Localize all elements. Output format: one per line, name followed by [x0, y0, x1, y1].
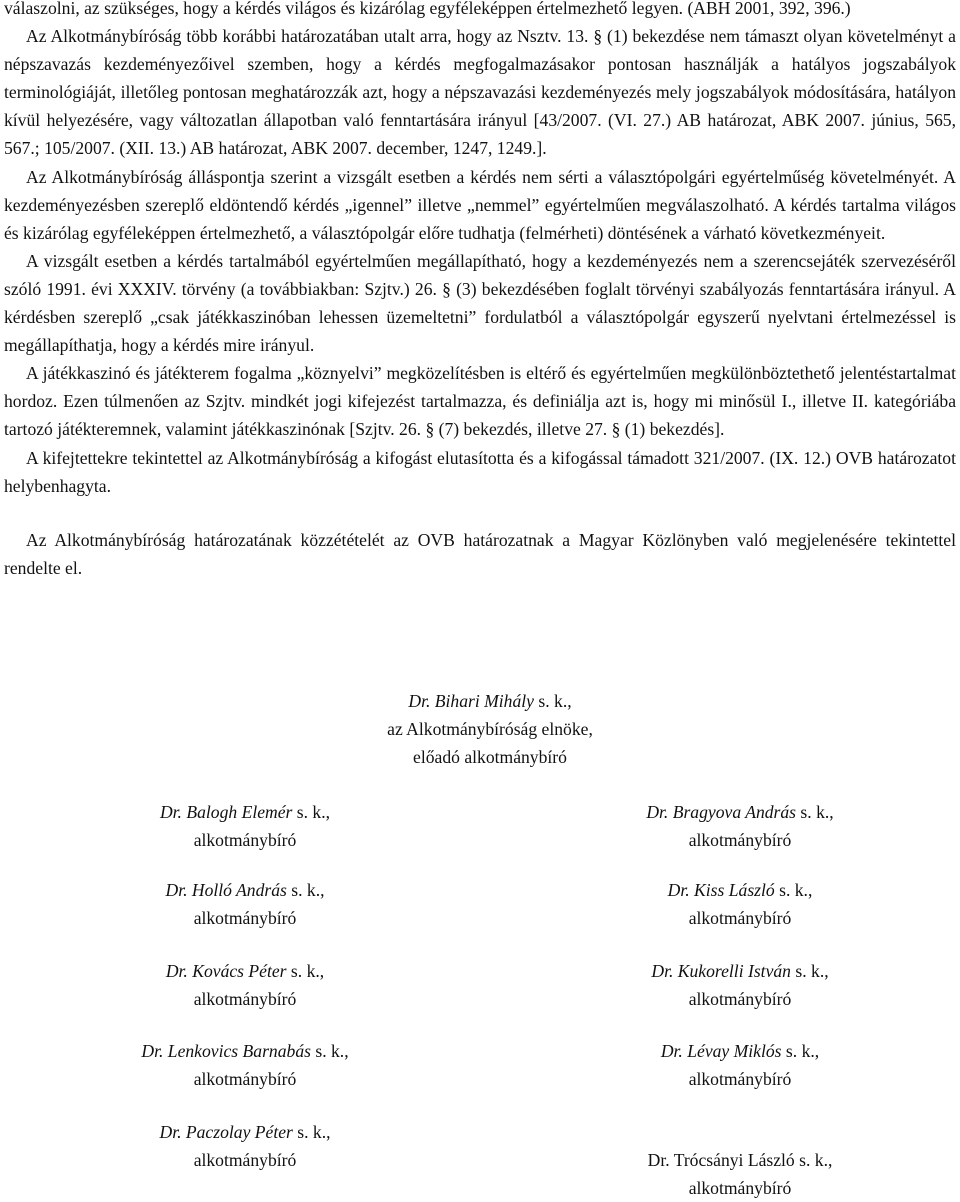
signer-suffix: s. k., [310, 1041, 349, 1061]
signer-suffix: s. k., [533, 691, 572, 711]
decision-body-text [4, 0, 956, 582]
signer-suffix: s. k., [781, 1041, 820, 1061]
judge-signature [590, 798, 890, 854]
signer-role: alkotmánybíró [688, 908, 792, 929]
signer-role: alkotmánybíró [688, 1178, 792, 1199]
judge-signature [95, 957, 395, 1013]
paragraph: Az Alkotmánybíróság több korábbi határozatában utalt arra, hogy az Nsztv. 13. § (1) bekezdése nem támaszt olyan követelményt a népszavazás kezdeményezőivel szemben, hogy a kérdés megfogalmazásakor pontosan használják a hatályos jogszabályok terminológiáját, illetőleg pontosan meghatározzák azt, hogy a népszavazási kezdeményezés mely jogszabályok módosítására, hatályon kívül helyezésére, vagy változatlan állapotban való fenntartására irányul [43/2007. (VI. 27.) AB határozat, ABK 2007. június, 565, 567.; 105/2007. (XII. 13.) AB határozat, ABK 2007. december, 1247, 1249.]. [4, 26, 956, 159]
judge-signature [590, 1037, 890, 1093]
signer-name: Dr. Bragyova András [646, 802, 797, 822]
signer-name: Dr. Holló András [165, 880, 287, 900]
signer-suffix: s. k., [774, 880, 813, 900]
signer-suffix: s. k., [292, 1122, 331, 1142]
signer-name: Dr. Kovács Péter [165, 961, 287, 981]
signer-suffix: s. k., [790, 961, 829, 981]
paragraph: Az Alkotmánybíróság álláspontja szerint a vizsgált esetben a kérdés nem sérti a választópolgári egyértelműség követelményét. A kezdeményezésben szereplő eldöntendő kérdés „igennel” illetve „nemmel” egyértelműen megválaszolható. A kérdés tartalma világos és kizárólag egyféleképpen értelmezhető, a választópolgár előre tudhatja (felmérheti) döntésének a várható következményeit. [4, 166, 956, 243]
judge-signature [95, 876, 395, 932]
paragraph: A vizsgált esetben a kérdés tartalmából egyértelműen megállapítható, hogy a kezdeményezés nem a szerencsejáték szervezéséről szóló 1991. évi XXXIV. törvény (a továbbiakban: Szjtv.) 26. § (3) bekezdésében foglalt törvényi szabályozás fenntartására irányul. A kérdésben szereplő „csak játékkaszinóban lehessen üzemeltetni” fordulatból a választópolgár egyszerű nyelvtani értelmezéssel is megállapíthatja, hogy a kérdés mire irányul. [4, 250, 956, 356]
judge-signature [590, 876, 890, 932]
paragraph: válaszolni, az szükséges, hogy a kérdés világos és kizárólag egyféleképpen értelmezhető legyen. (ABH 2001, 392, 396.) [4, 0, 851, 18]
signer-role: alkotmánybíró [688, 1069, 792, 1090]
judge-signature [95, 798, 395, 854]
signer-role: alkotmánybíró [688, 989, 792, 1010]
signer-name: Dr. Bihari Mihály [408, 691, 534, 711]
judge-signature [590, 1146, 890, 1202]
signer-suffix: s. k., [286, 880, 325, 900]
signer-name: Dr. Lenkovics Barnabás [141, 1041, 311, 1061]
signer-title: az Alkotmánybíróság elnöke, [387, 719, 593, 740]
signer-name: Dr. Kukorelli István [651, 961, 791, 981]
signer-suffix: s. k., [796, 802, 834, 822]
paragraph: A játékkaszinó és játékterem fogalma „köznyelvi” megközelítésben is eltérő és egyértelműen megkülönböztethető jelentéstartalmat hordoz. Ezen túlmenően az Szjtv. mindkét jogi kifejezést tartalmazza, és definiálja azt is, hogy mi minősül I., illetve II. kategóriába tartozó játékteremnek, valamint játékkaszinónak [Szjtv. 26. § (7) bekezdés, illetve 27. § (1) bekezdés]. [4, 363, 956, 440]
signer-suffix: s. k., [794, 1150, 833, 1170]
signer-suffix: s. k., [286, 961, 325, 981]
signer-role: alkotmánybíró [193, 1150, 297, 1171]
signer-name: Dr. Balogh Elemér [159, 802, 293, 822]
paragraph: A kifejtettekre tekintettel az Alkotmánybíróság a kifogást elutasította és a kifogással támadott 321/2007. (IX. 12.) OVB határozatot helybenhagyta. [4, 447, 956, 496]
paragraph: Az Alkotmánybíróság határozatának közzétételét az OVB határozatnak a Magyar Közlönyben való megjelenésére tekintettel rendelte el. [4, 529, 956, 578]
signer-role: alkotmánybíró [193, 989, 297, 1010]
judge-signature [95, 1037, 395, 1093]
signer-name: Dr. Kiss László [667, 880, 775, 900]
judge-signature [590, 957, 890, 1013]
signer-role: előadó alkotmánybíró [413, 747, 567, 768]
signer-role: alkotmánybíró [193, 830, 297, 851]
signer-role: alkotmánybíró [193, 1069, 297, 1090]
judge-signature [95, 1118, 395, 1174]
signer-role: alkotmánybíró [688, 830, 792, 851]
president-signature [340, 687, 640, 771]
signer-role: alkotmánybíró [193, 908, 297, 929]
signer-name: Dr. Trócsányi László [647, 1150, 795, 1170]
signer-name: Dr. Lévay Miklós [660, 1041, 782, 1061]
signer-suffix: s. k., [292, 802, 331, 822]
signer-name: Dr. Paczolay Péter [159, 1122, 293, 1142]
